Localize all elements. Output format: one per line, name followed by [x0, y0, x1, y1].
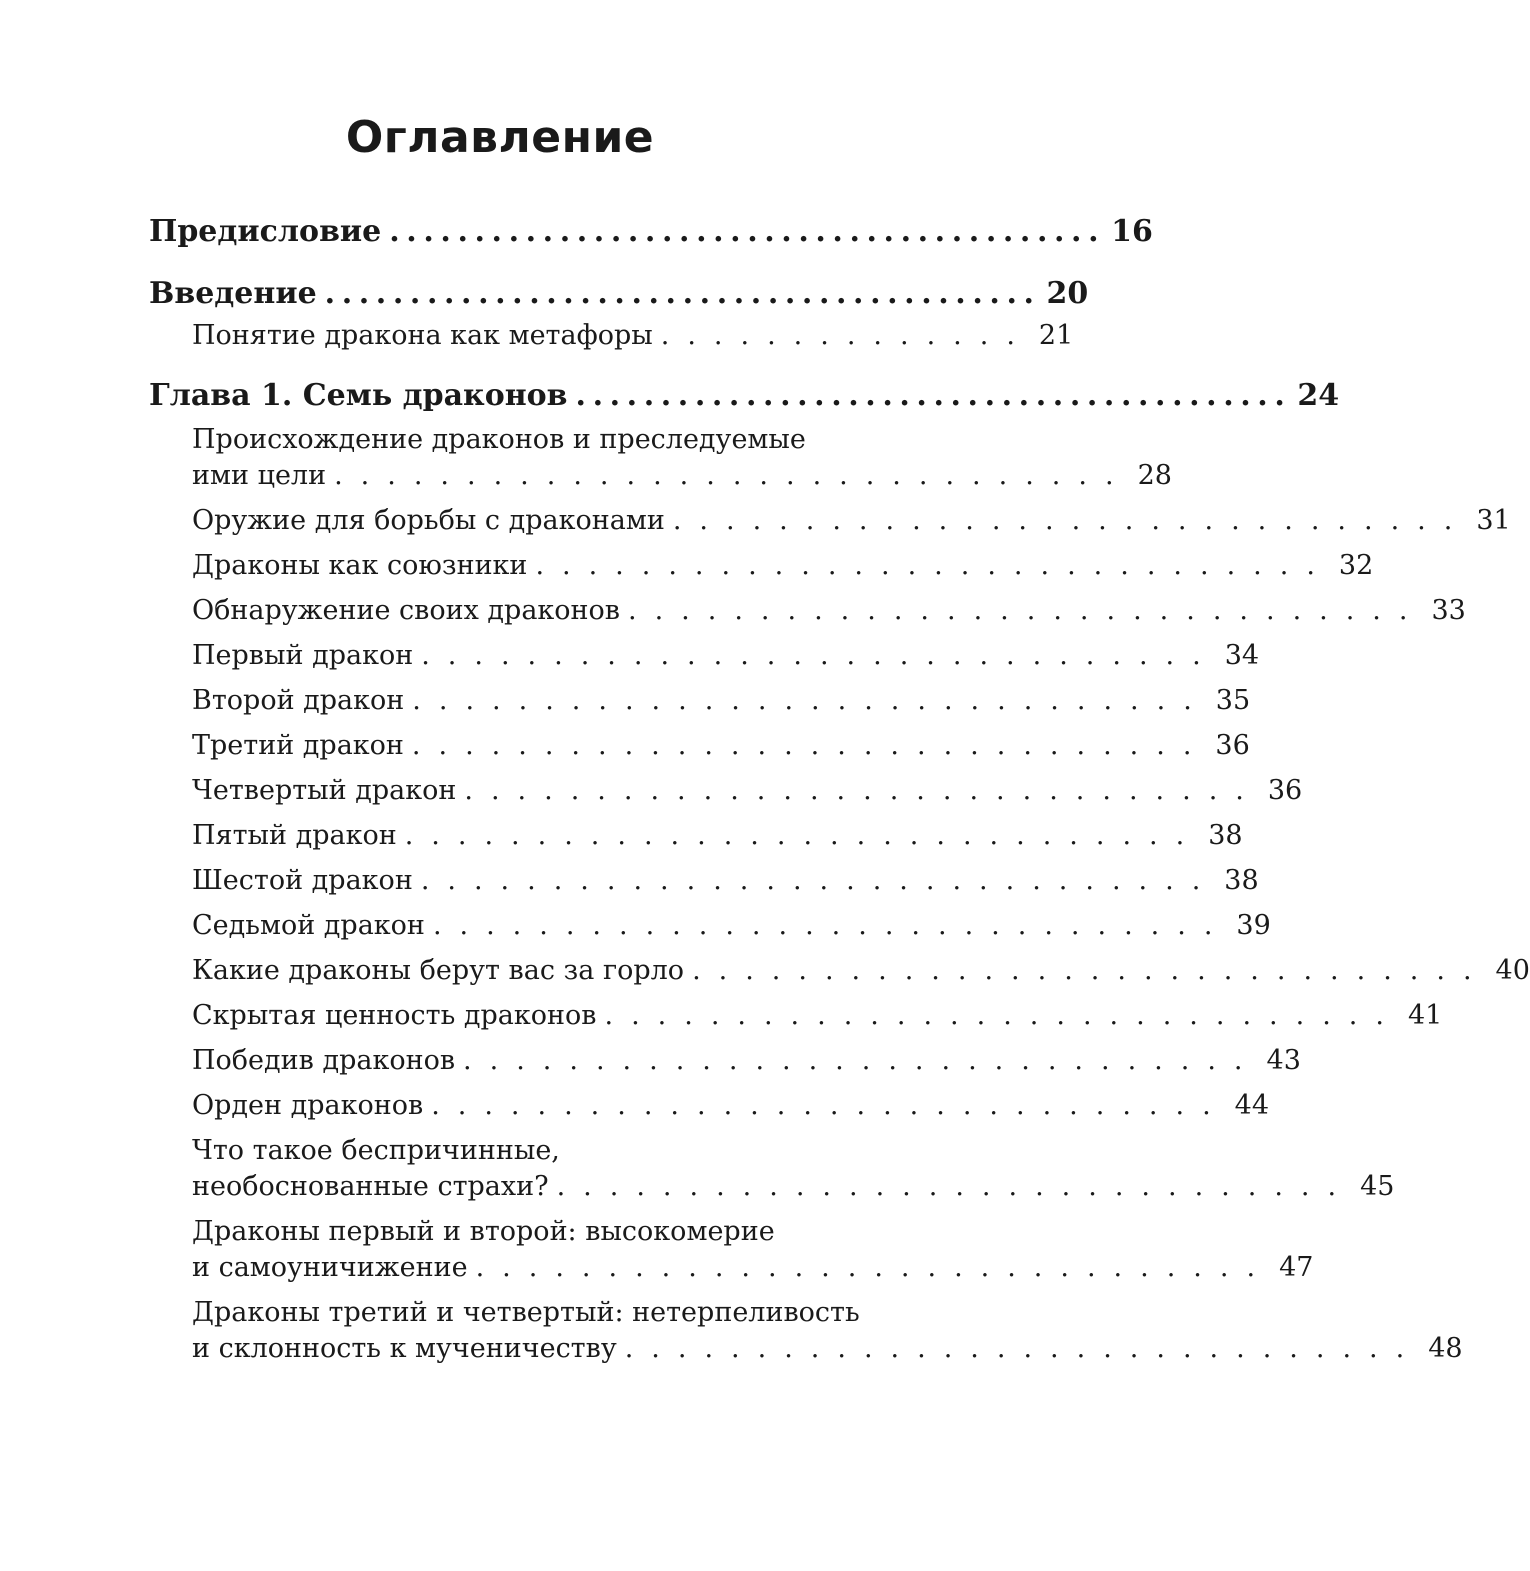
toc-leader-dots: ..........................................	[324, 276, 1041, 311]
toc-entry-label: Предисловие	[149, 214, 382, 249]
toc-leader-dots: ..............	[660, 320, 1033, 351]
toc-entry-label: необоснованные страхи?	[192, 1171, 549, 1202]
toc-entry-chapter-1-item[interactable]	[149, 638, 1260, 674]
toc-entry-label: Орден драконов	[192, 1090, 424, 1121]
toc-entry-intro-item[interactable]	[149, 318, 1074, 354]
toc-page-number: 24	[1297, 378, 1340, 413]
table-of-contents	[149, 212, 1530, 1367]
toc-page-number: 31	[1476, 505, 1511, 536]
toc-entry-chapter-1-item[interactable]	[149, 1214, 1314, 1286]
toc-page-number: 43	[1266, 1045, 1301, 1076]
toc-entry-chapter-1[interactable]	[149, 376, 1340, 416]
toc-entry-chapter-1-item[interactable]	[149, 953, 1530, 989]
page-title: Оглавление	[345, 112, 655, 163]
toc-page-number: 28	[1137, 460, 1172, 491]
toc-page-number: 41	[1407, 1000, 1443, 1031]
toc-entry-chapter-1-item[interactable]	[149, 593, 1466, 629]
toc-leader-dots: ..............................	[463, 1045, 1261, 1076]
toc-page-number: 34	[1224, 640, 1260, 671]
toc-entry-chapter-1-item[interactable]	[149, 683, 1251, 719]
toc-page-number: 39	[1236, 910, 1271, 941]
toc-page-number: 21	[1038, 320, 1074, 351]
toc-page-number: 40	[1495, 955, 1530, 986]
toc-leader-dots: ..............................	[420, 865, 1219, 896]
toc-leader-dots: ..............................	[404, 820, 1203, 851]
toc-entry-label: и самоуничижение	[192, 1252, 468, 1283]
toc-entry-chapter-1-item[interactable]	[149, 1295, 1463, 1367]
toc-page-number: 38	[1224, 865, 1259, 896]
toc-leader-dots: ..........................................	[575, 378, 1292, 413]
toc-entry-label: Оружие для борьбы с драконами	[192, 505, 665, 536]
toc-leader-dots: ..............................	[421, 640, 1219, 671]
toc-entry-label: Первый дракон	[192, 640, 414, 671]
toc-entry-chapter-1-item[interactable]	[149, 503, 1511, 539]
toc-entry-label-line1: Драконы первый и второй: высокомерие	[192, 1216, 775, 1247]
toc-entry-chapter-1-item[interactable]	[149, 908, 1271, 944]
toc-entry-label: Пятый дракон	[192, 820, 397, 851]
toc-entry-label: Глава 1. Семь драконов	[149, 378, 568, 413]
toc-leader-dots: ..............................	[464, 775, 1262, 806]
toc-entry-chapter-1-item[interactable]	[149, 1133, 1395, 1205]
toc-leader-dots: ..............................	[628, 595, 1426, 626]
toc-entry-label: Скрытая ценность драконов	[192, 1000, 597, 1031]
toc-page-number: 36	[1267, 775, 1303, 806]
toc-leader-dots: ..............................	[431, 1090, 1229, 1121]
toc-entry-label: Обнаружение своих драконов	[192, 595, 620, 626]
toc-page-number: 20	[1046, 276, 1089, 311]
toc-leader-dots: ..............................	[556, 1171, 1355, 1202]
toc-page-number: 36	[1215, 730, 1250, 761]
toc-leader-dots: ..............................	[411, 730, 1210, 761]
toc-entry-label: Третий дракон	[192, 730, 404, 761]
toc-page-number: 33	[1431, 595, 1466, 626]
toc-entry-intro[interactable]	[149, 274, 1089, 314]
toc-entry-label: Второй дракон	[192, 685, 405, 716]
toc-entry-label: Шестой дракон	[192, 865, 413, 896]
toc-entry-chapter-1-item[interactable]	[149, 1043, 1301, 1079]
toc-entry-label: и склонность к мученичеству	[192, 1333, 617, 1364]
toc-leader-dots: ..............................	[535, 550, 1333, 581]
toc-page-number: 35	[1215, 685, 1251, 716]
toc-entry-label: Введение	[149, 276, 317, 311]
toc-entry-chapter-1-item[interactable]	[149, 728, 1250, 764]
toc-page-number: 45	[1360, 1171, 1395, 1202]
toc-entry-chapter-1-item[interactable]	[149, 773, 1303, 809]
toc-page-number: 38	[1208, 820, 1243, 851]
toc-leader-dots: ..............................	[604, 1000, 1402, 1031]
toc-page-number: 32	[1338, 550, 1374, 581]
toc-leader-dots: ..............................	[412, 685, 1210, 716]
toc-entry-label: Драконы как союзники	[192, 550, 528, 581]
toc-entry-label: Какие драконы берут вас за горло	[192, 955, 685, 986]
toc-page-number: 48	[1428, 1333, 1463, 1364]
toc-leader-dots: ..........................................	[389, 214, 1106, 249]
toc-entry-chapter-1-item[interactable]	[149, 548, 1374, 584]
toc-entry-label-line1: Что такое беспричинные,	[192, 1135, 560, 1166]
toc-leader-dots: ..............................	[475, 1252, 1274, 1283]
toc-entry-label-line1: Происхождение драконов и преследуемые	[192, 424, 806, 455]
toc-entry-label: ими цели	[192, 460, 327, 491]
toc-entry-preface[interactable]	[149, 212, 1153, 252]
toc-leader-dots: ..............................	[334, 460, 1132, 491]
toc-entry-chapter-1-item[interactable]	[149, 863, 1259, 899]
toc-page-number: 16	[1111, 214, 1153, 249]
toc-leader-dots: ..............................	[692, 955, 1490, 986]
toc-entry-label-line1: Драконы третий и четвертый: нетерпеливость	[192, 1297, 860, 1328]
toc-entry-chapter-1-item[interactable]	[149, 818, 1243, 854]
toc-entry-chapter-1-item[interactable]	[149, 422, 1172, 494]
toc-entry-label: Победив драконов	[192, 1045, 456, 1076]
toc-page-number: 44	[1234, 1090, 1270, 1121]
toc-entry-chapter-1-item[interactable]	[149, 998, 1443, 1034]
toc-page-number: 47	[1279, 1252, 1314, 1283]
toc-entry-label: Седьмой дракон	[192, 910, 425, 941]
toc-entry-chapter-1-item[interactable]	[149, 1088, 1270, 1124]
toc-leader-dots: ..............................	[432, 910, 1231, 941]
toc-leader-dots: ..............................	[672, 505, 1471, 536]
toc-leader-dots: ..............................	[624, 1333, 1423, 1364]
toc-entry-label: Четвертый дракон	[192, 775, 457, 806]
toc-entry-label: Понятие дракона как метафоры	[192, 320, 653, 351]
